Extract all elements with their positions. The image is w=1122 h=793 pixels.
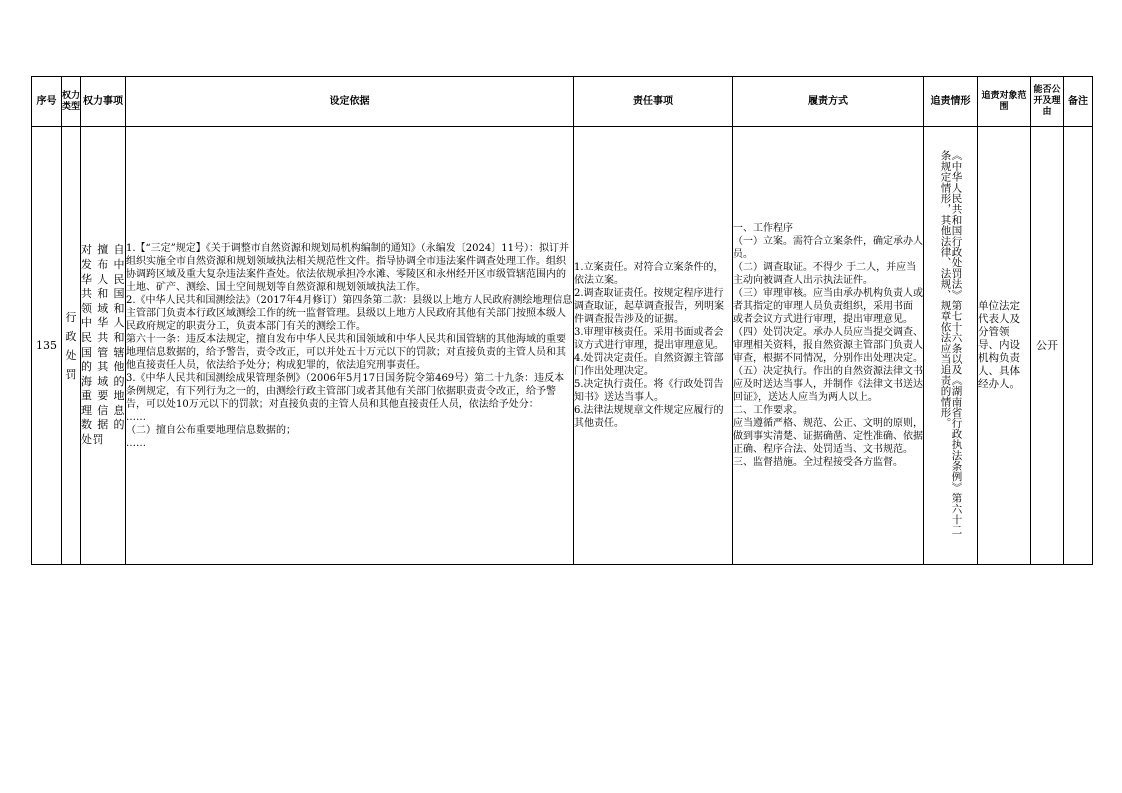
table-row xyxy=(32,127,1093,565)
power-list-table xyxy=(31,76,1093,565)
row-accountability xyxy=(924,127,978,565)
row-power-item: 对擅自发布中华人民共和国领域和中华人民共和国管辖的其他海域的重要地理信息数据的处罚 xyxy=(81,127,126,565)
header-power-item: 权力事项 xyxy=(81,77,126,127)
method-line: （一）立案。需符合立案条件，确定承办人员。 xyxy=(733,236,923,260)
header-performance-method: 履责方式 xyxy=(733,77,924,127)
header-responsibility: 责任事项 xyxy=(574,77,733,127)
row-legal-basis xyxy=(126,127,574,565)
basis-paragraph: …… xyxy=(126,411,146,423)
row-power-type: 行政处罚 xyxy=(62,127,81,565)
row-public: 公开 xyxy=(1031,127,1064,565)
responsibility-item: 2.调查取证责任。按规定程序进行调查取证，起草调查报告，列明案件调查报告涉及的证据。 xyxy=(574,288,724,325)
responsibility-item: 4.处罚决定责任。自然资源主管部门作出处理决定。 xyxy=(574,353,724,377)
accountability-text: 《中华人民共和国行政处罚法》第七十六条以及《湖南省行政执法条例》第六十二条规定情形，其他法律、法规、规章依法应当追责的情形。 xyxy=(939,149,963,535)
row-responsibility xyxy=(574,127,733,565)
header-power-type: 权力类型 xyxy=(62,77,81,127)
basis-paragraph: 2.《中华人民共和国测绘法》（2017年4月修订）第四条第二款：县级以上地方人民政府测绘地理信息主管部门负责本行政区域测绘工作的统一监督管理。县级以上地方人民政府其他有关部门按照本级人民政府规定的职责分工，负责本部门有关的测绘工作。 xyxy=(126,294,573,332)
responsibility-item: 6.法律法规规章文件规定应履行的其他责任。 xyxy=(574,405,724,429)
header-remark: 备注 xyxy=(1064,77,1093,127)
method-line: （二）调查取证。不得少 于二人，并应当主动向被调查人出示执法证件。 xyxy=(733,262,917,286)
method-line: 二、工作要求。 xyxy=(733,405,803,416)
header-public: 能否公开及理由 xyxy=(1031,77,1064,127)
header-seq: 序号 xyxy=(32,77,62,127)
method-line: 三、监督措施。全过程接受各方监督。 xyxy=(733,457,903,468)
method-line: （四）处罚决定。承办人员应当提交调查、审理相关资料，报自然资源主管部门负责人审查，根据不同情况，分别作出处理决定。 xyxy=(733,327,923,364)
basis-paragraph: （二）擅自公布重要地理信息数据的； xyxy=(126,424,296,436)
row-performance-method xyxy=(733,127,924,565)
method-line: 应当遵循严格、规范、公正、文明的原则，做到事实清楚、证据确凿、定性准确、依据正确、程序合法、处罚适当、文书规范。 xyxy=(733,418,923,455)
header-row xyxy=(32,77,1093,127)
responsibility-item: 3.审理审核责任。采用书面或者会议方式进行审理，提出审理意见。 xyxy=(574,327,724,351)
header-accountability: 追责情形 xyxy=(924,77,978,127)
basis-paragraph: 1.【“三定”规定】《关于调整市自然资源和规划局机构编制的通知》（永编发〔2024〕11号）：拟订并组织实施全市自然资源和规划领域执法相关规范性文件。指导协调全市违法案件调查处理工作。组织协调跨区域及重大复杂违法案件查处。依法依规承担冷水滩、零陵区和永州经开区市级管辖范围内的土地、矿产、测绘、国土空间规划等自然资源和规划领域执法工作。 xyxy=(126,242,569,293)
basis-paragraph: …… xyxy=(126,437,146,449)
scope-text: 单位法定代表人及分管领导、内设机构负责人、具体经办人。 xyxy=(978,300,1020,390)
method-line: （五）决定执行。作出的自然资源法律文书应及时送达当事人，并制作《法律文书送达回证》，送达人应当为两人以上。 xyxy=(733,366,923,403)
row-seq: 135 xyxy=(32,127,62,565)
basis-paragraph: 第六十一条：违反本法规定，擅自发布中华人民共和国领域和中华人民共和国管辖的其他海域的重要地理信息数据的，给予警告，责令改正，可以并处五十万元以下的罚款；对直接负责的主管人员和其他直接责任人员，依法给予处分；构成犯罪的，依法追究刑事责任。 xyxy=(126,333,566,371)
row-accountability-scope xyxy=(978,127,1031,565)
responsibility-item: 1.立案责任。对符合立案条件的，依法立案。 xyxy=(574,262,724,286)
header-legal-basis: 设定依据 xyxy=(126,77,574,127)
method-line: 一、工作程序 xyxy=(733,223,793,234)
basis-paragraph: 3.《中华人民共和国测绘成果管理条例》（2006年5月17日国务院令第469号）第二十九条：违反本条例规定，有下列行为之一的，由测绘行政主管部门或者其他有关部门依据职责责令改正，给予警告，可以处10万元以下的罚款；对直接负责的主管人员和其他直接责任人员，依法给予处分： xyxy=(126,372,565,410)
responsibility-item: 5.决定执行责任。将《行政处罚告知书》送达当事人。 xyxy=(574,379,724,403)
header-accountability-scope: 追责对象范围 xyxy=(978,77,1031,127)
method-line: （三）审理审核。应当由承办机构负责人或者其指定的审理人员负责组织，采用书面 或者会议方式进行审理，提出审理意见。 xyxy=(733,288,923,325)
row-remark xyxy=(1064,127,1093,565)
